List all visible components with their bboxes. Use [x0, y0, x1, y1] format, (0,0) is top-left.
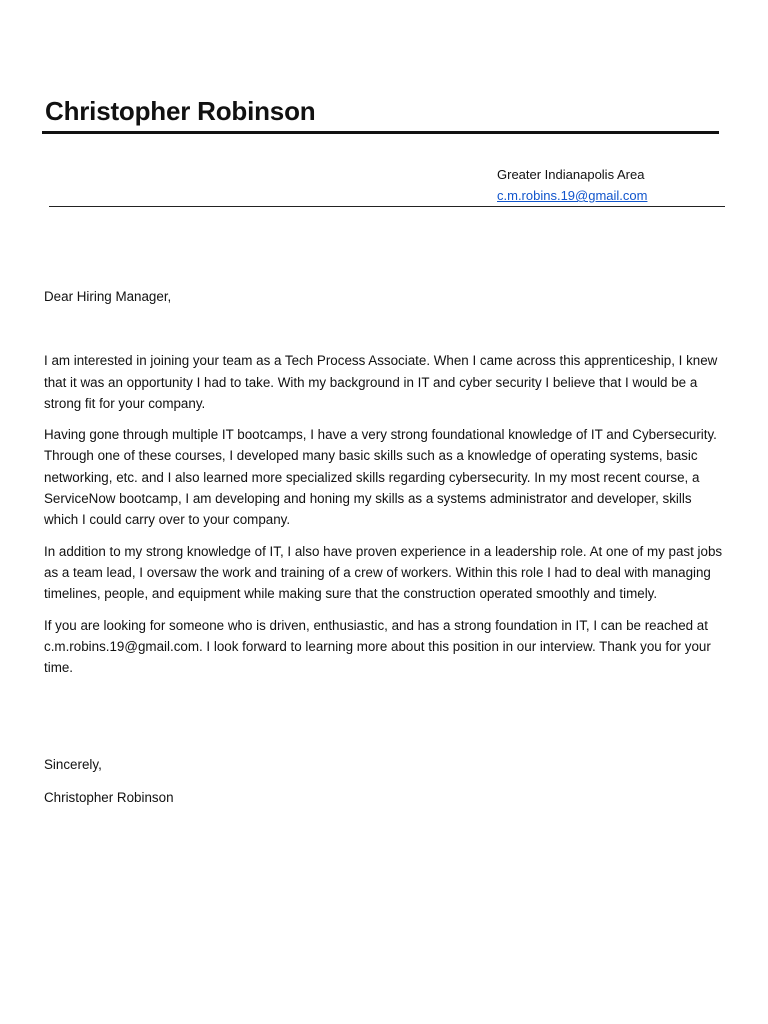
- header-divider-thick: [42, 131, 719, 134]
- header-divider-thin: [49, 206, 725, 207]
- signature: Christopher Robinson: [44, 789, 174, 805]
- email-link[interactable]: c.m.robins.19@gmail.com: [497, 188, 648, 203]
- letter-body: [44, 286, 724, 808]
- paragraph-education: Having gone through multiple IT bootcamps, I have a very strong foundational knowledge of IT and Cybersecurity. Through one of these courses, I developed many basic skills such as a knowledge of operating systems, basic networking, etc. and I also learned more specialized skills regarding cybersecurity. In my most recent course, a ServiceNow bootcamp, I am developing and honing my skills as a systems administrator and developer, skills which I could carry over to your company.: [44, 427, 717, 528]
- paragraph-conclusion: If you are looking for someone who is driven, enthusiastic, and has a strong foundation in IT, I can be reached at c.m.robins.19@gmail.com. I look forward to learning more about this position in our interview. Thank you for your time.: [44, 617, 711, 676]
- paragraph-intro: I am interested in joining your team as a Tech Process Associate. When I came across this apprenticeship, I knew that it was an opportunity I had to take. With my background in IT and cyber security I believe that I would be a strong fit for your company.: [44, 353, 718, 411]
- paragraph-leadership: In addition to my strong knowledge of IT, I also have proven experience in a leadership role. At one of my past jobs as a team lead, I oversaw the work and training of a crew of workers. Within this role I had to deal with managing timelines, people, and equipment while making sure that the construction operated smoothly and timely.: [44, 543, 723, 602]
- applicant-name: Christopher Robinson: [45, 96, 316, 126]
- closing: Sincerely,: [44, 757, 102, 773]
- salutation: Dear Hiring Manager,: [44, 289, 172, 304]
- location-text: Greater Indianapolis Area: [497, 167, 645, 182]
- contact-block: [497, 164, 647, 206]
